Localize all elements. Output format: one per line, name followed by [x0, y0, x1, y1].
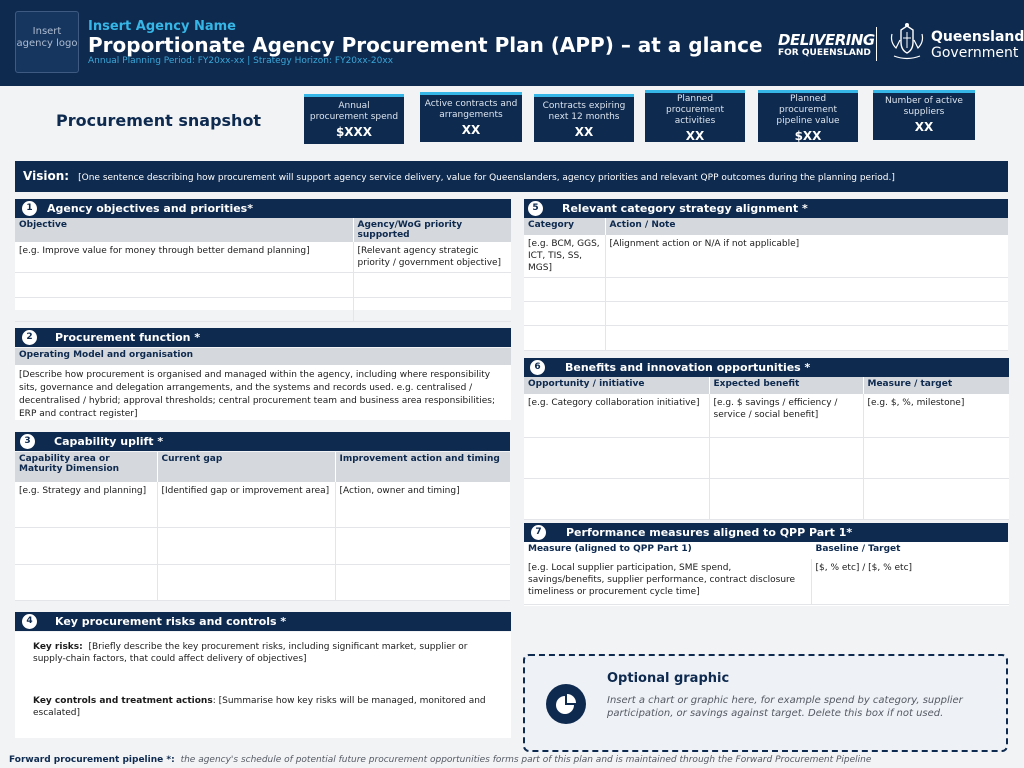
table-cell[interactable]: [e.g. $, %, milestone] [863, 394, 1009, 437]
table-cell[interactable]: [e.g. Local supplier participation, SME spend, savings/benefits, supplier performance, contract disclosure timeliness or procurement cycle time] [524, 559, 811, 604]
table-row [524, 302, 1008, 326]
kpi-label: Annual procurement spend [309, 101, 399, 122]
kpi-value: XX [914, 120, 934, 134]
column-header: Objective [15, 218, 353, 242]
section-5-header [524, 199, 1008, 218]
performance-measures-table [524, 542, 1009, 605]
section-6-header [524, 358, 1009, 377]
category-alignment-table [524, 218, 1008, 351]
column-header: Current gap [157, 452, 335, 482]
column-header: Capability area or Maturity Dimension [15, 452, 157, 482]
table-cell[interactable]: [e.g. $ savings / efficiency / service / social benefit] [709, 394, 863, 437]
snapshot-title: Procurement snapshot [56, 111, 262, 130]
table-cell[interactable] [605, 302, 1008, 326]
kpi-planned-activities [645, 90, 745, 142]
queensland-crest-icon [886, 22, 928, 62]
kpi-label: Active contracts and arrangements [424, 99, 518, 120]
agency-logo-placeholder: Insert agency logo [15, 11, 79, 73]
kpi-value: XX [685, 129, 705, 143]
delivering-for-queensland-logo [778, 33, 875, 59]
table-cell[interactable] [863, 437, 1009, 478]
section-1-header [15, 199, 511, 218]
section-title: Key procurement risks and controls * [55, 615, 287, 628]
section-number: 7 [531, 525, 546, 540]
queensland-government-wordmark [931, 29, 1024, 61]
key-risks-label: Key risks: [33, 642, 83, 652]
kpi-value: XX [574, 125, 594, 139]
table-cell[interactable] [15, 273, 353, 298]
brand-line-2: FOR QUEENSLAND [778, 48, 871, 58]
kpi-active-contracts [420, 92, 522, 142]
table-cell[interactable] [709, 478, 863, 519]
table-cell[interactable]: [$, % etc] / [$, % etc] [811, 559, 1009, 604]
key-controls-block[interactable] [33, 695, 503, 719]
table-cell[interactable] [353, 273, 511, 298]
table-cell[interactable] [157, 527, 335, 564]
table-cell[interactable] [524, 278, 605, 302]
brand-line-1: DELIVERING [778, 31, 875, 49]
table-cell[interactable]: [Relevant agency strategic priority / government objective] [353, 242, 511, 273]
section-1-table-panel [15, 218, 511, 310]
kpi-annual-spend [304, 94, 404, 144]
table-row [15, 564, 510, 600]
kpi-contracts-expiring [534, 94, 634, 142]
table-row [15, 242, 511, 273]
key-risks-block[interactable] [33, 641, 503, 665]
kpi-value: $XXX [335, 125, 373, 139]
key-controls-text: : [Summarise how key risks will be managed, monitored and escalated] [33, 696, 486, 718]
footer-text: the agency's schedule of potential future procurement opportunities forms part of this plan and is maintained through the Forward Procurement Pipeline [180, 755, 872, 765]
table-cell[interactable]: [e.g. Category collaboration initiative] [524, 394, 709, 437]
table-row [15, 298, 511, 322]
column-header: Measure / target [863, 377, 1009, 394]
table-row [524, 559, 1009, 604]
page-title: Proportionate Agency Procurement Plan (APP) – at a glance [88, 33, 763, 57]
column-header: Improvement action and timing [335, 452, 510, 482]
section-6-table-panel [524, 377, 1009, 519]
table-cell[interactable] [524, 478, 709, 519]
section-title: Procurement function * [55, 331, 201, 344]
kpi-value: $XX [794, 129, 822, 143]
table-row [15, 527, 510, 564]
table-cell[interactable]: [e.g. BCM, GGS, ICT, TIS, SS, MGS] [524, 235, 605, 278]
operating-model-subhead: Operating Model and organisation [15, 348, 511, 365]
table-cell[interactable] [524, 326, 605, 351]
pie-chart-icon [546, 684, 586, 724]
table-row [524, 394, 1009, 437]
table-cell[interactable]: [Identified gap or improvement area] [157, 482, 335, 527]
key-risks-text: [Briefly describe the key procurement risks, including significant market, supplier or supply-chain factors, that could affect delivery of objectives] [33, 642, 468, 664]
benefits-table [524, 377, 1009, 520]
section-title: Benefits and innovation opportunities * [565, 361, 811, 374]
table-row [15, 482, 510, 527]
table-cell[interactable] [863, 478, 1009, 519]
section-4-header [15, 612, 511, 631]
key-controls-label: Key controls and treatment actions [33, 696, 213, 706]
section-title: Performance measures aligned to QPP Part 1* [566, 526, 853, 539]
optional-graphic-text: Insert a chart or graphic here, for example spend by category, supplier participation, or savings against target. Delete this box if not used. [607, 695, 963, 719]
kpi-value: XX [461, 123, 481, 137]
column-header: Action / Note [605, 218, 1008, 235]
table-cell[interactable] [15, 527, 157, 564]
table-cell[interactable] [524, 437, 709, 478]
kpi-label: Contracts expiring next 12 months [542, 101, 626, 122]
gov-line-1: Queensland [931, 29, 1024, 45]
section-2-header [15, 328, 511, 347]
table-cell[interactable] [353, 298, 511, 322]
kpi-label: Planned procurement pipeline value [776, 94, 840, 126]
table-cell[interactable]: [Alignment action or N/A if not applicable] [605, 235, 1008, 278]
kpi-label: Planned procurement activities [666, 94, 724, 126]
table-cell[interactable] [605, 326, 1008, 351]
table-cell[interactable] [335, 564, 510, 600]
column-header: Agency/WoG priority supported [353, 218, 511, 242]
column-header: Category [524, 218, 605, 235]
section-4-panel [15, 632, 511, 738]
table-row [524, 235, 1008, 278]
section-title: Agency objectives and priorities* [47, 202, 253, 215]
section-title: Relevant category strategy alignment * [562, 202, 808, 215]
vision-text: [One sentence describing how procurement will support agency service delivery, value for Queenslanders, agency priorities and relevant QPP outcomes during the planning period.] [78, 173, 895, 183]
section-2-panel [15, 348, 511, 420]
optional-graphic-title: Optional graphic [607, 671, 730, 686]
column-header: Baseline / Target [811, 542, 1009, 559]
kpi-pipeline-value [758, 90, 858, 142]
section-number: 6 [530, 360, 545, 375]
table-row [524, 437, 1009, 478]
kpi-active-suppliers [873, 90, 975, 140]
section-number: 5 [528, 201, 543, 216]
footer-note [9, 755, 871, 765]
table-cell[interactable] [524, 302, 605, 326]
vision-label: Vision: [23, 169, 70, 183]
header-divider [876, 27, 877, 61]
table-row [524, 326, 1008, 351]
section-title: Capability uplift * [54, 435, 164, 448]
footer-label: Forward procurement pipeline *: [9, 755, 175, 765]
section-number: 1 [22, 201, 37, 216]
column-header: Opportunity / initiative [524, 377, 709, 394]
table-row [15, 273, 511, 298]
vision-bar [15, 161, 1008, 192]
table-cell[interactable] [15, 564, 157, 600]
table-cell[interactable]: [e.g. Improve value for money through better demand planning] [15, 242, 353, 273]
planning-period: Annual Planning Period: FY20xx-xx | Strategy Horizon: FY20xx-20xx [88, 56, 394, 66]
table-cell[interactable] [335, 527, 510, 564]
section-3-table-panel [15, 452, 510, 600]
capability-table [15, 452, 510, 601]
section-number: 4 [22, 614, 37, 629]
section-3-header [15, 432, 510, 451]
table-cell[interactable] [709, 437, 863, 478]
section-7-header [524, 523, 1008, 542]
kpi-label: Number of active suppliers [885, 96, 963, 117]
section-number: 2 [22, 330, 37, 345]
table-cell[interactable]: [e.g. Strategy and planning] [15, 482, 157, 527]
section-number: 3 [20, 434, 35, 449]
column-header: Expected benefit [709, 377, 863, 394]
objectives-table [15, 218, 511, 322]
page-header [0, 0, 1024, 86]
column-header: Measure (aligned to QPP Part 1) [524, 542, 811, 559]
table-cell[interactable]: [Action, owner and timing] [335, 482, 510, 527]
optional-graphic-box[interactable] [523, 654, 1008, 752]
table-row [524, 478, 1009, 519]
table-row [524, 278, 1008, 302]
table-cell[interactable] [15, 298, 353, 322]
operating-model-text[interactable]: [Describe how procurement is organised and managed within the agency, including where responsibility sits, governance and delegation arrangements, and the systems and records used. e.g. centralised / decentralised / hybrid; approval thresholds; central procurement team and business area responsibilities; ERP and contract register] [19, 370, 496, 419]
section-5-table-panel [524, 218, 1008, 350]
section-7-table-panel [524, 542, 1009, 606]
agency-name: Insert Agency Name [88, 19, 236, 34]
table-cell[interactable] [157, 564, 335, 600]
gov-line-2: Government [931, 45, 1019, 61]
table-cell[interactable] [605, 278, 1008, 302]
